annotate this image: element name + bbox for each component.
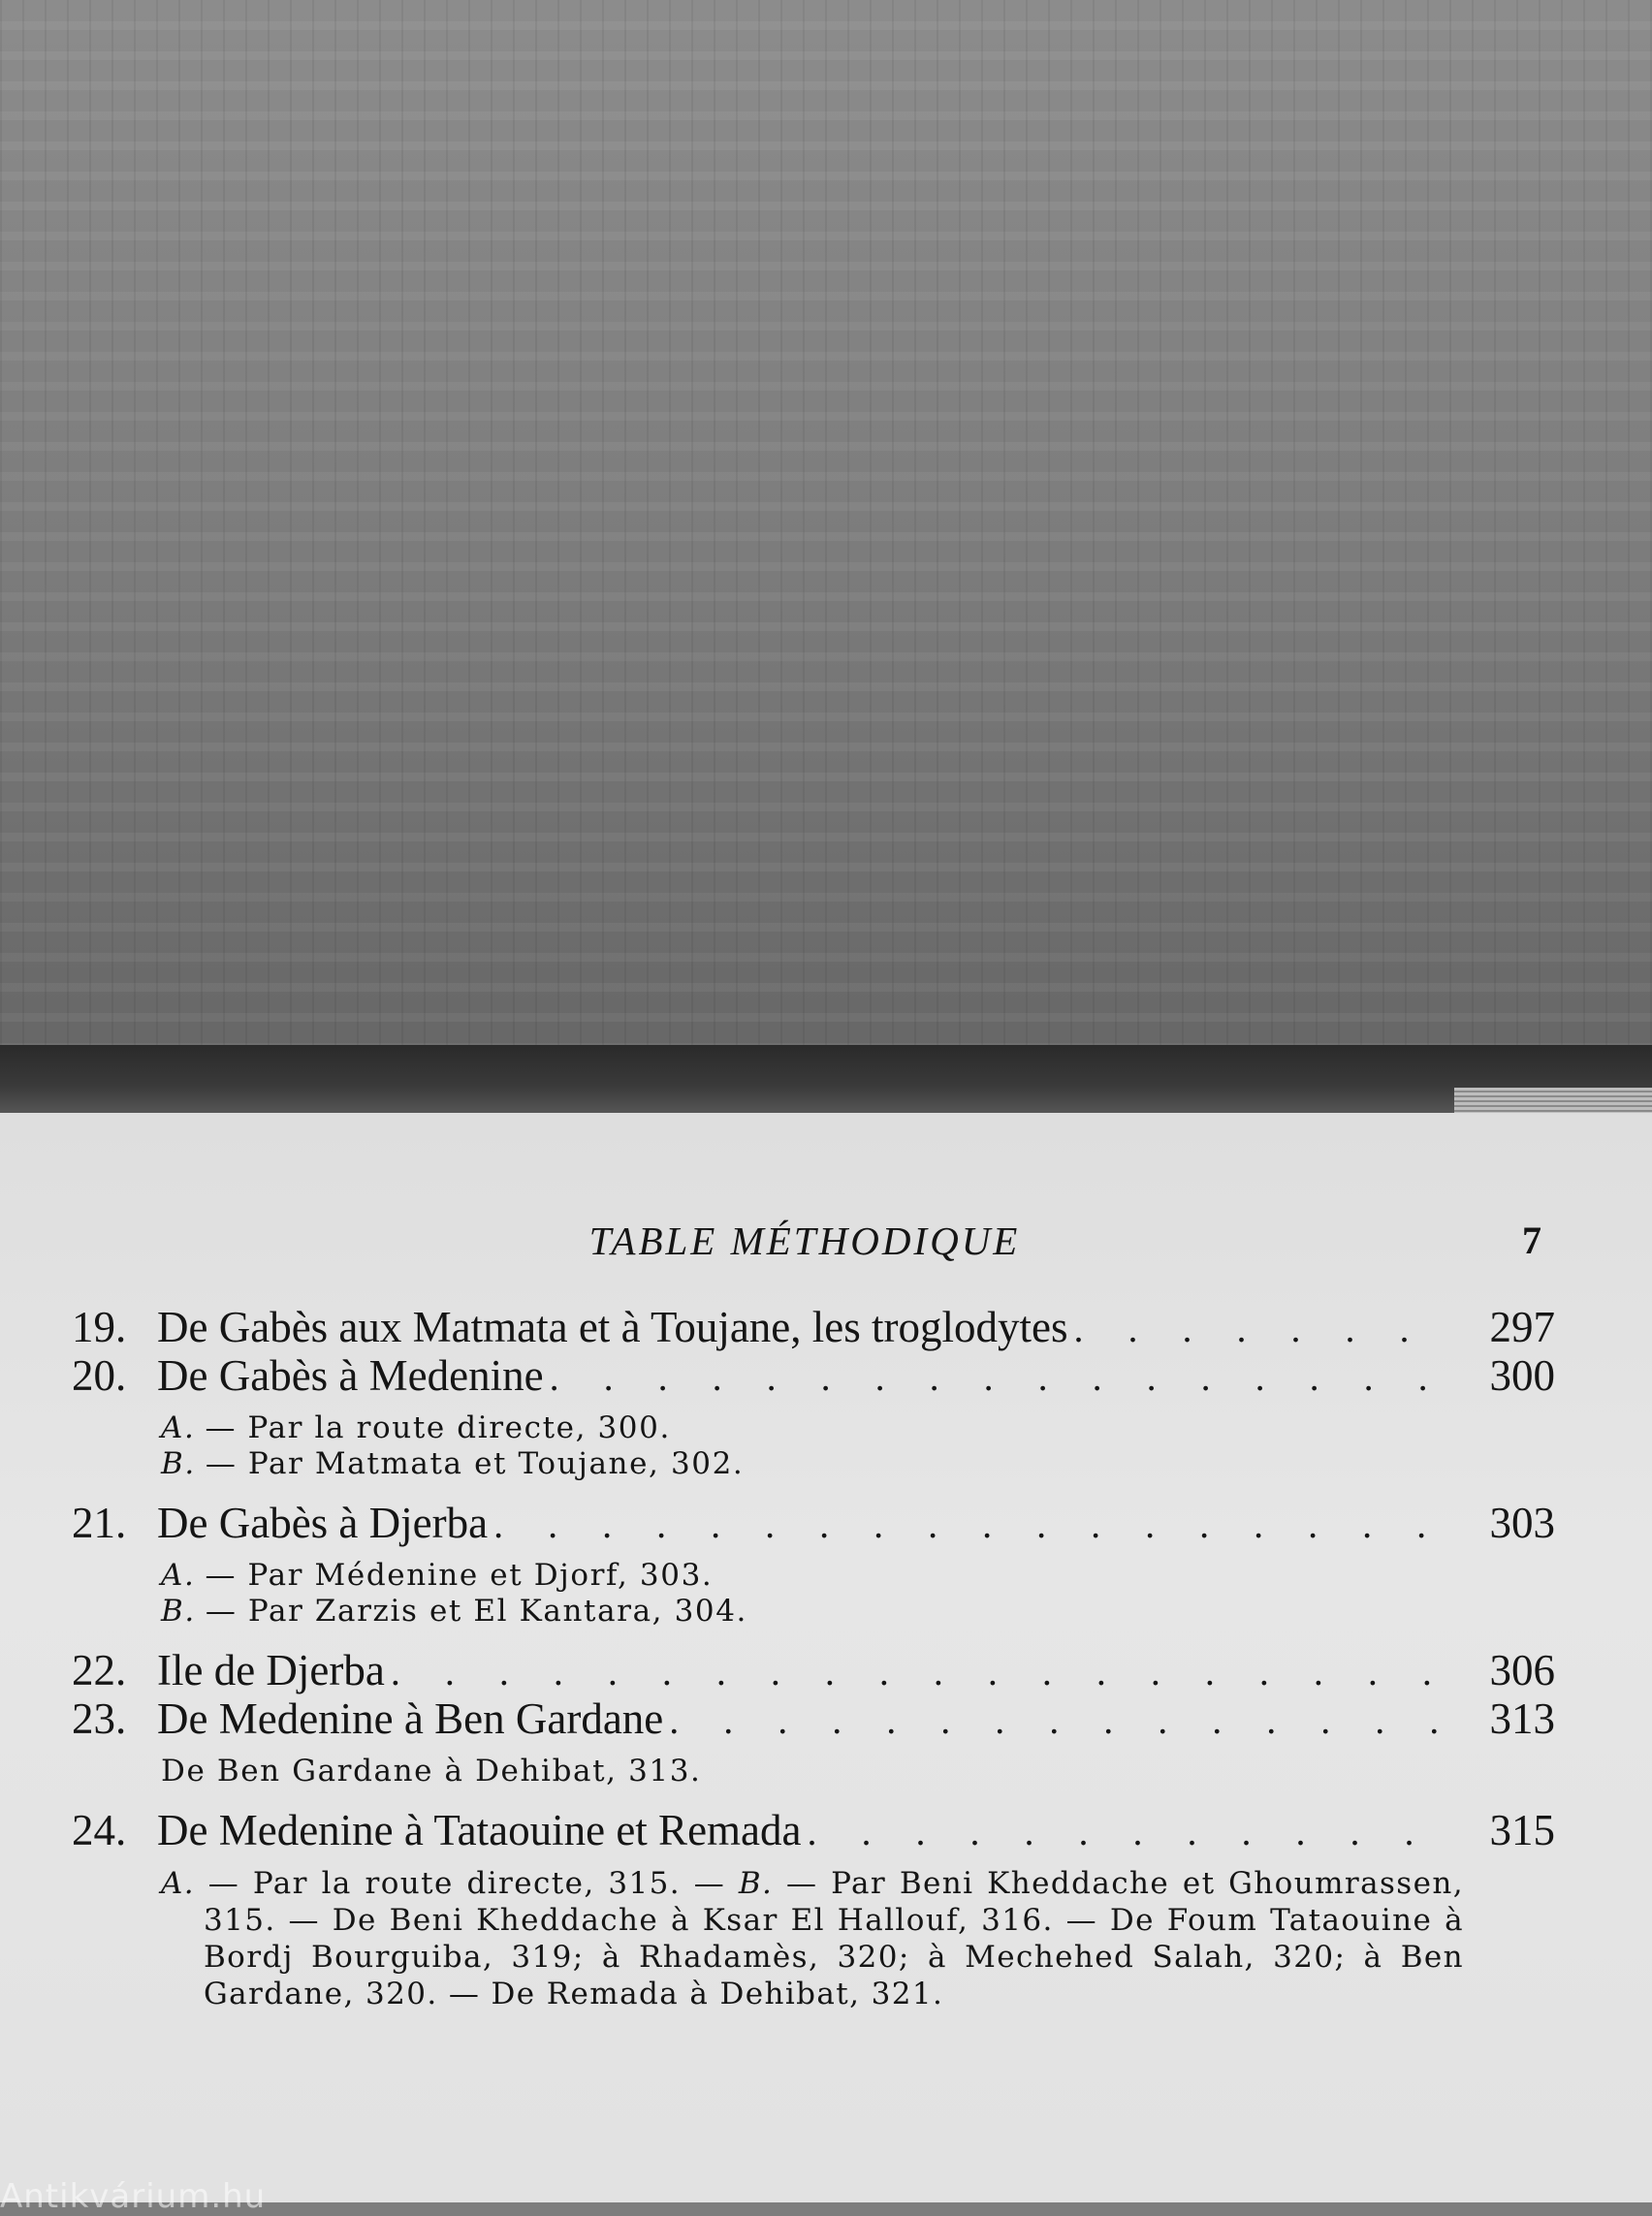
- sub-paragraph: [161, 1865, 1464, 2012]
- sub-text: — Par la route directe, 300.: [205, 1410, 671, 1445]
- entry-number: 24.: [72, 1806, 127, 1854]
- entry-number: 22.: [72, 1646, 127, 1694]
- toc-entry: [72, 1498, 1555, 1546]
- entry-page: 313: [1489, 1694, 1555, 1743]
- sub-entries: [161, 1558, 1555, 1630]
- sub-text: — Par la route directe, 315. —: [207, 1866, 726, 1901]
- toc-entry: [72, 1645, 1555, 1694]
- dot-leader: [391, 1649, 1456, 1694]
- toc-entry: [72, 1805, 1555, 1853]
- backdrop-surface: [0, 0, 1652, 1052]
- entry-title: Ile de Djerba: [157, 1646, 385, 1694]
- sub-label: B.: [738, 1866, 774, 1901]
- sub-text: — Par Zarzis et El Kantara, 304.: [205, 1594, 748, 1629]
- sub-label: A.: [161, 1866, 196, 1901]
- sub-entry: [161, 1558, 1555, 1594]
- dot-leader: [550, 1354, 1456, 1400]
- dot-leader: [808, 1809, 1457, 1854]
- entry-page: 315: [1489, 1806, 1555, 1854]
- entry-number: 21.: [72, 1499, 127, 1547]
- dot-leader: [493, 1502, 1456, 1547]
- entry-title: De Gabès aux Matmata et à Toujane, les troglodytes: [157, 1303, 1068, 1351]
- sub-entries: [161, 1410, 1555, 1482]
- running-head: [0, 1210, 1652, 1268]
- book-cover-edge: [0, 1045, 1652, 1113]
- entry-number: 20.: [72, 1351, 127, 1400]
- sub-entry: [161, 1446, 1555, 1482]
- toc-entry: [72, 1694, 1555, 1742]
- sub-label: B.: [161, 1446, 196, 1481]
- sub-label: B.: [161, 1594, 196, 1629]
- page-title: TABLE MÉTHODIQUE: [588, 1219, 1021, 1263]
- sub-entry: [161, 1594, 1555, 1630]
- page-number: 7: [1522, 1219, 1541, 1262]
- sub-text: — Par Beni Kheddache et Ghoumrassen, 315. — De Beni Kheddache à Ksar El Hallouf, 316. — De Foum Tataouine à Bordj Bourguiba, 319; à Rhadamès, 320; à Mechehed Salah, 320; à Ben Gardane, 320. — De Remada à Dehibat, 321.: [204, 1866, 1464, 2011]
- sub-entry: De Ben Gardane à Dehibat, 313.: [161, 1754, 702, 1789]
- dot-leader: [669, 1697, 1456, 1743]
- watermark: Antikvárium.hu: [0, 2177, 267, 2216]
- toc-entry: [72, 1350, 1555, 1399]
- entry-page: 303: [1489, 1499, 1555, 1547]
- entry-page: 297: [1489, 1303, 1555, 1351]
- table-of-contents: [72, 1302, 1555, 2012]
- sub-text: — Par Médenine et Djorf, 303.: [205, 1558, 714, 1593]
- sub-label: A.: [161, 1558, 196, 1593]
- entry-page: 300: [1489, 1351, 1555, 1400]
- entry-page: 306: [1489, 1646, 1555, 1694]
- entry-number: 23.: [72, 1694, 127, 1743]
- sub-entry: [161, 1410, 1555, 1446]
- entry-number: 19.: [72, 1303, 127, 1351]
- book-page: [0, 1113, 1652, 2216]
- entry-title: De Gabès à Djerba: [157, 1499, 489, 1547]
- sub-text: — Par Matmata et Toujane, 302.: [205, 1446, 745, 1481]
- toc-entry: [72, 1302, 1555, 1350]
- dot-leader: [1074, 1306, 1457, 1351]
- sub-label: A.: [161, 1410, 196, 1445]
- entry-title: De Medenine à Tataouine et Remada: [157, 1806, 802, 1854]
- entry-title: De Gabès à Medenine: [157, 1351, 544, 1400]
- entry-title: De Medenine à Ben Gardane: [157, 1694, 664, 1743]
- sub-entries: [161, 1754, 1555, 1789]
